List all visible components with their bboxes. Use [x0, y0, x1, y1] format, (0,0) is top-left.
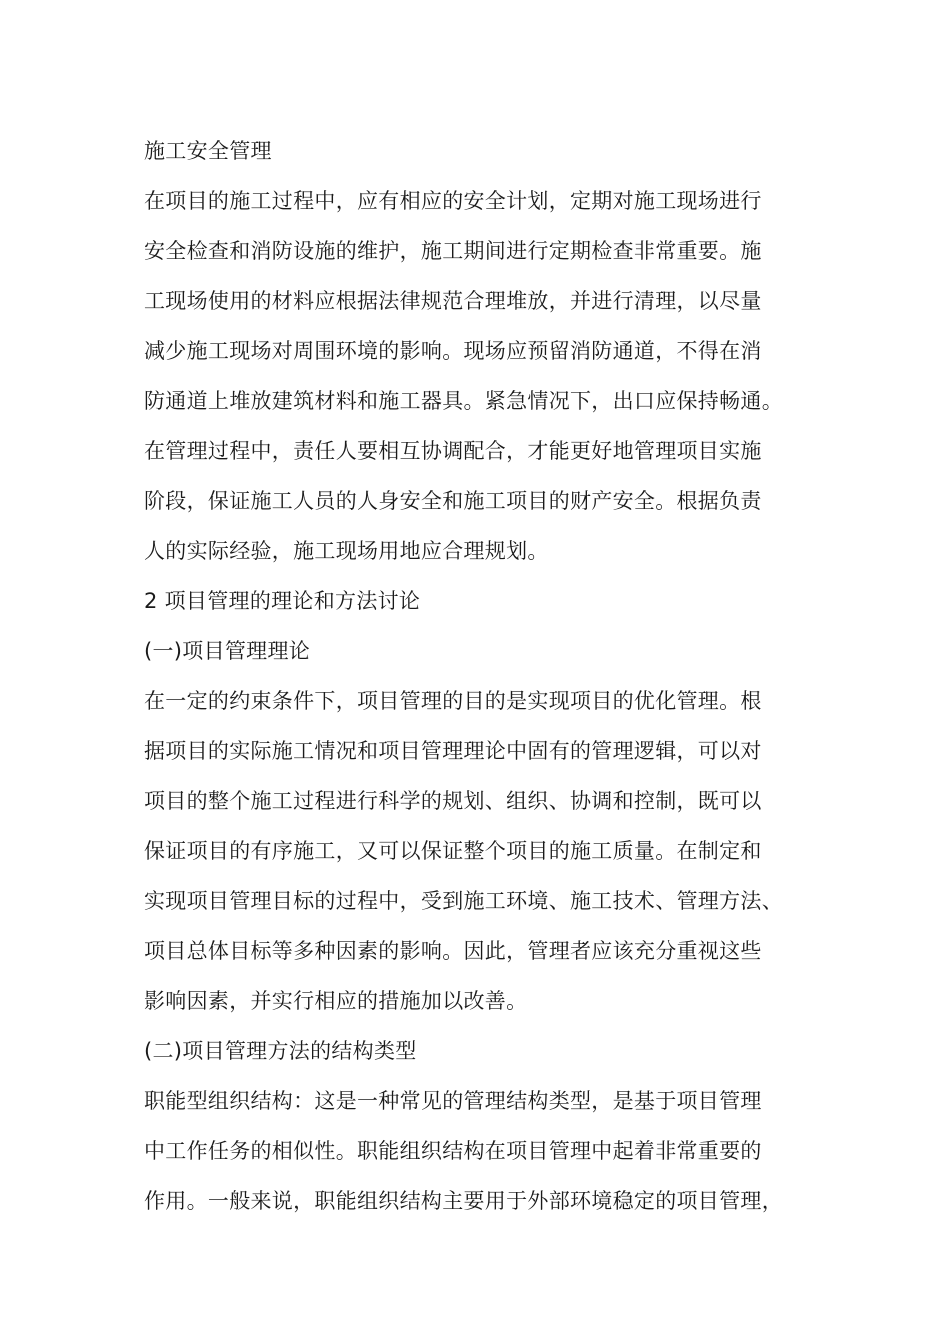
- paragraph-line: 减少施工现场对周围环境的影响。现场应预留消防通道，不得在消: [144, 339, 762, 363]
- subsection-heading-theory: (一)项目管理理论: [144, 639, 311, 663]
- paragraph-line: 在一定的约束条件下，项目管理的目的是实现项目的优化管理。根: [144, 689, 762, 713]
- paragraph-line: 项目的整个施工过程进行科学的规划、组织、协调和控制，既可以: [144, 789, 762, 813]
- paragraph-line: 作用。一般来说，职能组织结构主要用于外部环境稳定的项目管理，: [144, 1189, 783, 1213]
- paragraph-line: 影响因素，并实行相应的措施加以改善。: [144, 989, 528, 1013]
- paragraph-line: 据项目的实际施工情况和项目管理理论中固有的管理逻辑，可以对: [144, 739, 762, 763]
- paragraph-line: 实现项目管理目标的过程中，受到施工环境、施工技术、管理方法、: [144, 889, 783, 913]
- section-heading-construction-safety: 施工安全管理: [144, 139, 272, 163]
- paragraph-line: 保证项目的有序施工，又可以保证整个项目的施工质量。在制定和: [144, 839, 762, 863]
- paragraph-line: 在管理过程中，责任人要相互协调配合，才能更好地管理项目实施: [144, 439, 762, 463]
- subsection-heading-structure-types: (二)项目管理方法的结构类型: [144, 1039, 417, 1063]
- document-body: [144, 126, 824, 1226]
- paragraph-line: 安全检查和消防设施的维护，施工期间进行定期检查非常重要。施: [144, 239, 762, 263]
- paragraph-line: 阶段，保证施工人员的人身安全和施工项目的财产安全。根据负责: [144, 489, 762, 513]
- paragraph-line: 职能型组织结构：这是一种常见的管理结构类型，是基于项目管理: [144, 1089, 762, 1113]
- paragraph-line: 项目总体目标等多种因素的影响。因此，管理者应该充分重视这些: [144, 939, 762, 963]
- section-heading-theory-and-methods: 2 项目管理的理论和方法讨论: [144, 589, 421, 613]
- paragraph-line: 防通道上堆放建筑材料和施工器具。紧急情况下，出口应保持畅通。: [144, 389, 783, 413]
- paragraph-line: 中工作任务的相似性。职能组织结构在项目管理中起着非常重要的: [144, 1139, 762, 1163]
- paragraph-line: 工现场使用的材料应根据法律规范合理堆放，并进行清理，以尽量: [144, 289, 762, 313]
- paragraph-line: 人的实际经验，施工现场用地应合理规划。: [144, 539, 549, 563]
- paragraph-line: 在项目的施工过程中，应有相应的安全计划，定期对施工现场进行: [144, 189, 762, 213]
